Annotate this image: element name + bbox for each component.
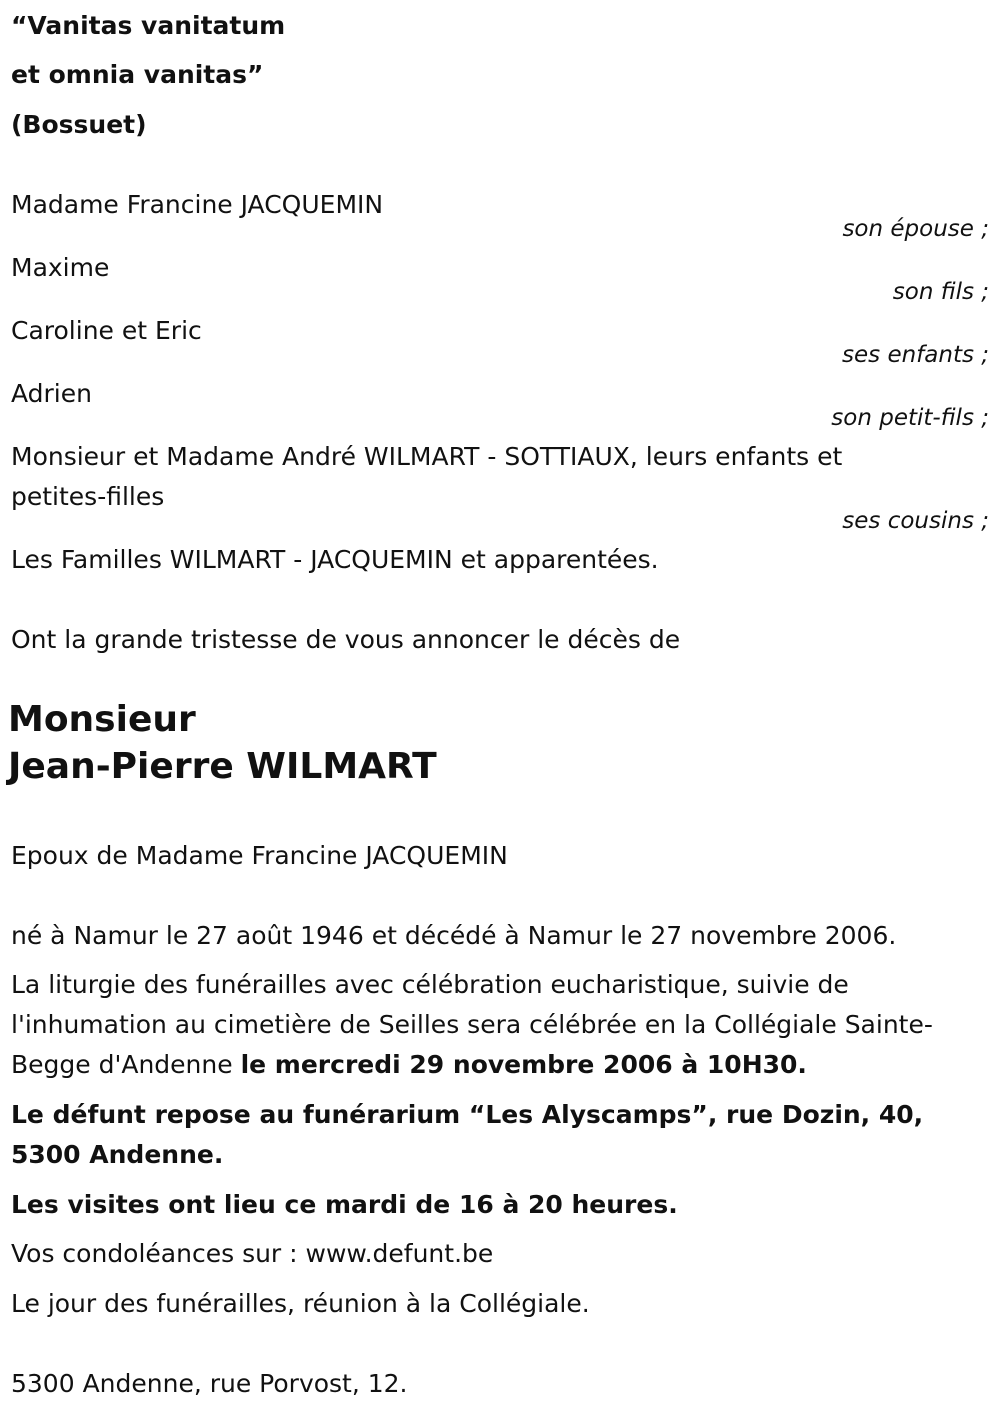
deceased-title: Monsieur [8, 699, 196, 740]
family-member-relation: ses cousins ; [842, 508, 989, 534]
reunion-line: Le jour des funérailles, réunion à la Collégiale. [11, 1289, 590, 1318]
condolences-line: Vos condoléances sur : www.defunt.be [11, 1239, 494, 1268]
family-member-relation: ses enfants ; [842, 342, 989, 368]
visits-line: Les visites ont lieu ce mardi de 16 à 20 heures. [11, 1190, 678, 1219]
family-member-name: Adrien [11, 379, 92, 408]
liturgy-paragraph [11, 965, 978, 1085]
family-member-name: Madame Francine JACQUEMIN [11, 190, 384, 219]
quote-line-2: et omnia vanitas” [11, 60, 264, 89]
family-member-name: Les Familles WILMART - JACQUEMIN et apparentées. [11, 545, 659, 574]
liturgy-date: le mercredi 29 novembre 2006 à 10H30. [240, 1050, 807, 1079]
quote-line-1: “Vanitas vanitatum [11, 11, 286, 40]
spouse-line: Epoux de Madame Francine JACQUEMIN [11, 841, 508, 870]
birth-death-line: né à Namur le 27 août 1946 et décédé à Namur le 27 novembre 2006. [11, 921, 897, 950]
announcement-text: Ont la grande tristesse de vous annoncer le décès de [11, 625, 681, 654]
deceased-name: Jean-Pierre WILMART [8, 746, 437, 787]
quote-author: (Bossuet) [11, 110, 147, 139]
family-member-relation: son petit-fils ; [831, 405, 989, 431]
family-member-relation: son fils ; [892, 279, 989, 305]
family-member-name: Maxime [11, 253, 110, 282]
family-member-name: Caroline et Eric [11, 316, 202, 345]
liturgy-text: La liturgie des funérailles avec célébration eucharistique, suivie de l'inhumation au cimetière de Seilles sera célébrée en la Collégiale Sainte-Begge d'Andenne [11, 970, 933, 1079]
repose-paragraph: Le défunt repose au funérarium “Les Alyscamps”, rue Dozin, 40, 5300 Andenne. [11, 1100, 924, 1169]
family-member-name: Monsieur et Madame André WILMART - SOTTIAUX, leurs enfants et petites-filles [11, 442, 843, 511]
family-member-relation: son épouse ; [842, 216, 989, 242]
address-line: 5300 Andenne, rue Porvost, 12. [11, 1369, 408, 1398]
